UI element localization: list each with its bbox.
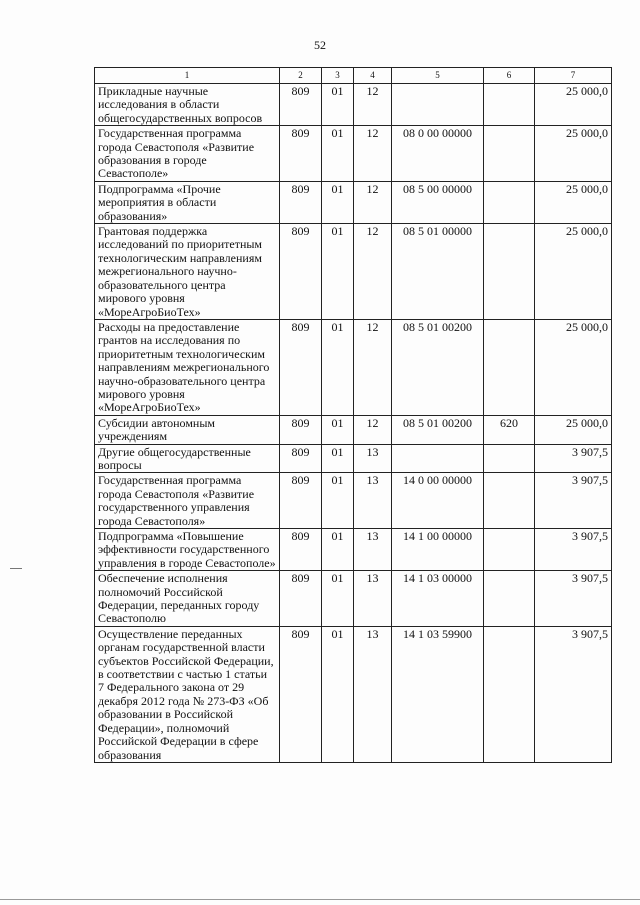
table-row bbox=[95, 415, 612, 444]
subsection-code: 12 bbox=[354, 224, 392, 320]
section-code: 01 bbox=[322, 181, 354, 223]
section-code: 01 bbox=[322, 319, 354, 415]
table-row bbox=[95, 224, 612, 320]
amount: 3 907,5 bbox=[535, 571, 612, 627]
amount: 3 907,5 bbox=[535, 473, 612, 529]
column-header: 6 bbox=[484, 68, 535, 84]
table-row bbox=[95, 84, 612, 126]
target-article-code: 08 5 01 00000 bbox=[392, 224, 484, 320]
section-code: 01 bbox=[322, 444, 354, 473]
table-row bbox=[95, 319, 612, 415]
budget-table bbox=[94, 67, 612, 763]
expense-name: Субсидии автономным учреждениям bbox=[95, 415, 280, 444]
ministry-code: 809 bbox=[280, 444, 322, 473]
subsection-code: 12 bbox=[354, 126, 392, 182]
amount: 25 000,0 bbox=[535, 181, 612, 223]
section-code: 01 bbox=[322, 473, 354, 529]
target-article-code bbox=[392, 84, 484, 126]
target-article-code bbox=[392, 444, 484, 473]
expense-type-code: 620 bbox=[484, 415, 535, 444]
section-code: 01 bbox=[322, 529, 354, 571]
expense-name: Обеспечение исполнения полномочий Российской Федерации, переданных городу Севастополю bbox=[95, 571, 280, 627]
subsection-code: 13 bbox=[354, 571, 392, 627]
ministry-code: 809 bbox=[280, 529, 322, 571]
expense-type-code bbox=[484, 224, 535, 320]
amount: 3 907,5 bbox=[535, 626, 612, 762]
scan-bottom-edge bbox=[0, 899, 640, 900]
table-row bbox=[95, 473, 612, 529]
table-row bbox=[95, 181, 612, 223]
subsection-code: 12 bbox=[354, 415, 392, 444]
table-row bbox=[95, 571, 612, 627]
ministry-code: 809 bbox=[280, 224, 322, 320]
section-code: 01 bbox=[322, 415, 354, 444]
column-header: 7 bbox=[535, 68, 612, 84]
table-row bbox=[95, 126, 612, 182]
expense-type-code bbox=[484, 444, 535, 473]
subsection-code: 13 bbox=[354, 444, 392, 473]
expense-type-code bbox=[484, 181, 535, 223]
subsection-code: 13 bbox=[354, 473, 392, 529]
subsection-code: 13 bbox=[354, 529, 392, 571]
expense-name: Подпрограмма «Прочие мероприятия в области образования» bbox=[95, 181, 280, 223]
ministry-code: 809 bbox=[280, 126, 322, 182]
target-article-code: 08 5 01 00200 bbox=[392, 415, 484, 444]
section-code: 01 bbox=[322, 626, 354, 762]
column-header: 5 bbox=[392, 68, 484, 84]
expense-type-code bbox=[484, 319, 535, 415]
ministry-code: 809 bbox=[280, 626, 322, 762]
expense-name: Грантовая поддержка исследований по приоритетным технологическим направлениям межрегионального научно-образовательного центра мирового уровня «МореАгроБиоТех» bbox=[95, 224, 280, 320]
scan-margin-mark bbox=[10, 568, 22, 569]
section-code: 01 bbox=[322, 571, 354, 627]
target-article-code: 08 5 01 00200 bbox=[392, 319, 484, 415]
expense-name: Государственная программа города Севастополя «Развитие образования в городе Севастополе» bbox=[95, 126, 280, 182]
target-article-code: 08 5 00 00000 bbox=[392, 181, 484, 223]
target-article-code: 08 0 00 00000 bbox=[392, 126, 484, 182]
expense-name: Осуществление переданных органам государственной власти субъектов Российской Федерации, в соответствии с частью 1 статьи 7 Федерального закона от 29 декабря 2012 года № 273-ФЗ «Об образовании в Российской Федерации», полномочий Российской Федерации в сфере образования bbox=[95, 626, 280, 762]
section-code: 01 bbox=[322, 224, 354, 320]
page-number: 52 bbox=[314, 38, 326, 52]
amount: 3 907,5 bbox=[535, 444, 612, 473]
expense-name: Расходы на предоставление грантов на исследования по приоритетным технологическим направлениям межрегионального научно-образовательного центра мирового уровня «МореАгроБиоТех» bbox=[95, 319, 280, 415]
table-row bbox=[95, 529, 612, 571]
amount: 25 000,0 bbox=[535, 84, 612, 126]
expense-type-code bbox=[484, 473, 535, 529]
ministry-code: 809 bbox=[280, 319, 322, 415]
header-row bbox=[95, 68, 612, 84]
amount: 25 000,0 bbox=[535, 126, 612, 182]
ministry-code: 809 bbox=[280, 84, 322, 126]
ministry-code: 809 bbox=[280, 571, 322, 627]
amount: 3 907,5 bbox=[535, 529, 612, 571]
ministry-code: 809 bbox=[280, 181, 322, 223]
table-row bbox=[95, 444, 612, 473]
ministry-code: 809 bbox=[280, 473, 322, 529]
expense-type-code bbox=[484, 529, 535, 571]
amount: 25 000,0 bbox=[535, 224, 612, 320]
target-article-code: 14 0 00 00000 bbox=[392, 473, 484, 529]
column-header: 1 bbox=[95, 68, 280, 84]
target-article-code: 14 1 00 00000 bbox=[392, 529, 484, 571]
amount: 25 000,0 bbox=[535, 319, 612, 415]
subsection-code: 12 bbox=[354, 319, 392, 415]
amount: 25 000,0 bbox=[535, 415, 612, 444]
expense-name: Прикладные научные исследования в области общегосударственных вопросов bbox=[95, 84, 280, 126]
column-header: 2 bbox=[280, 68, 322, 84]
subsection-code: 13 bbox=[354, 626, 392, 762]
column-header: 3 bbox=[322, 68, 354, 84]
expense-name: Подпрограмма «Повышение эффективности государственного управления в городе Севастополе» bbox=[95, 529, 280, 571]
subsection-code: 12 bbox=[354, 84, 392, 126]
table-row bbox=[95, 626, 612, 762]
expense-name: Другие общегосударственные вопросы bbox=[95, 444, 280, 473]
expense-type-code bbox=[484, 126, 535, 182]
expense-type-code bbox=[484, 84, 535, 126]
subsection-code: 12 bbox=[354, 181, 392, 223]
target-article-code: 14 1 03 00000 bbox=[392, 571, 484, 627]
expense-name: Государственная программа города Севастополя «Развитие государственного управления города Севастополя» bbox=[95, 473, 280, 529]
section-code: 01 bbox=[322, 126, 354, 182]
ministry-code: 809 bbox=[280, 415, 322, 444]
expense-type-code bbox=[484, 626, 535, 762]
target-article-code: 14 1 03 59900 bbox=[392, 626, 484, 762]
column-header: 4 bbox=[354, 68, 392, 84]
expense-type-code bbox=[484, 571, 535, 627]
section-code: 01 bbox=[322, 84, 354, 126]
